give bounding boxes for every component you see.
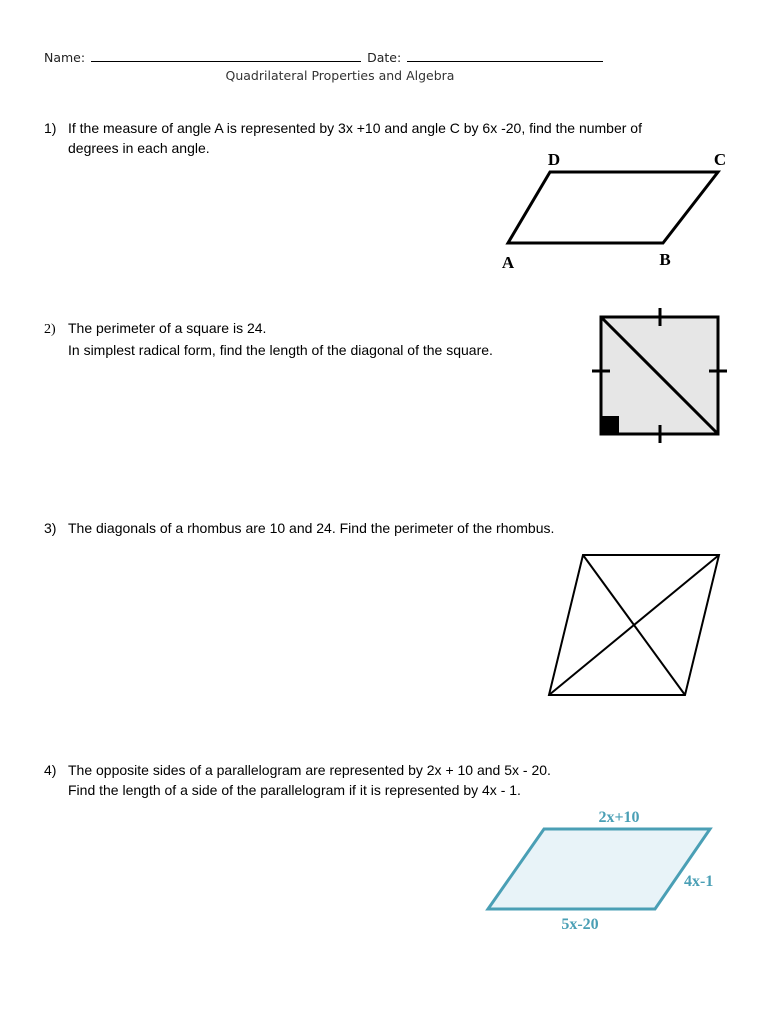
parallelogram-shape [508,172,718,243]
side-label-top: 2x+10 [598,809,640,826]
parallelogram-expressions-figure [480,805,730,935]
question-text-line: In simplest radical form, find the length of the diagonal of the square. [68,342,493,358]
question-text-line: The perimeter of a square is 24. [68,320,267,336]
vertex-label-a: A [501,253,515,272]
question-text-line: Find the length of a side of the parallelogram if it is represented by 4x - 1. [68,782,521,798]
question-number: 2) [44,322,56,337]
question-number: 4) [44,762,57,778]
question-4 [44,760,551,800]
question-3 [44,518,554,538]
question-text-line: degrees in each angle. [68,140,210,156]
vertex-label-d: D [547,150,561,169]
square-figure [590,305,735,445]
question-text-line: The opposite sides of a parallelogram are represented by 2x + 10 and 5x - 20. [68,762,551,778]
question-text-line: The diagonals of a rhombus are 10 and 24. Find the perimeter of the rhombus. [68,520,555,536]
side-label-bottom: 5x-20 [561,916,599,933]
teal-parallelogram-shape [488,829,710,909]
rhombus-diagonal-2 [549,555,719,695]
name-label: Name: [44,50,86,65]
worksheet-header [44,48,605,65]
rhombus-figure [540,545,730,705]
side-label-right: 4x-1 [684,873,714,890]
question-number: 3) [44,520,57,536]
vertex-label-c: C [713,150,727,169]
question-2 [44,318,493,360]
question-text-line: If the measure of angle A is represented by 3x +10 and angle C by 6x -20, find the number of [68,120,642,136]
worksheet-title: Quadrilateral Properties and Algebra [225,68,455,83]
date-blank[interactable] [407,48,603,62]
right-angle-marker [602,416,619,433]
vertex-label-b: B [659,250,671,269]
date-label: Date: [367,50,402,65]
question-number: 1) [44,120,57,136]
parallelogram-abcd-figure [490,145,735,275]
name-blank[interactable] [91,48,361,62]
